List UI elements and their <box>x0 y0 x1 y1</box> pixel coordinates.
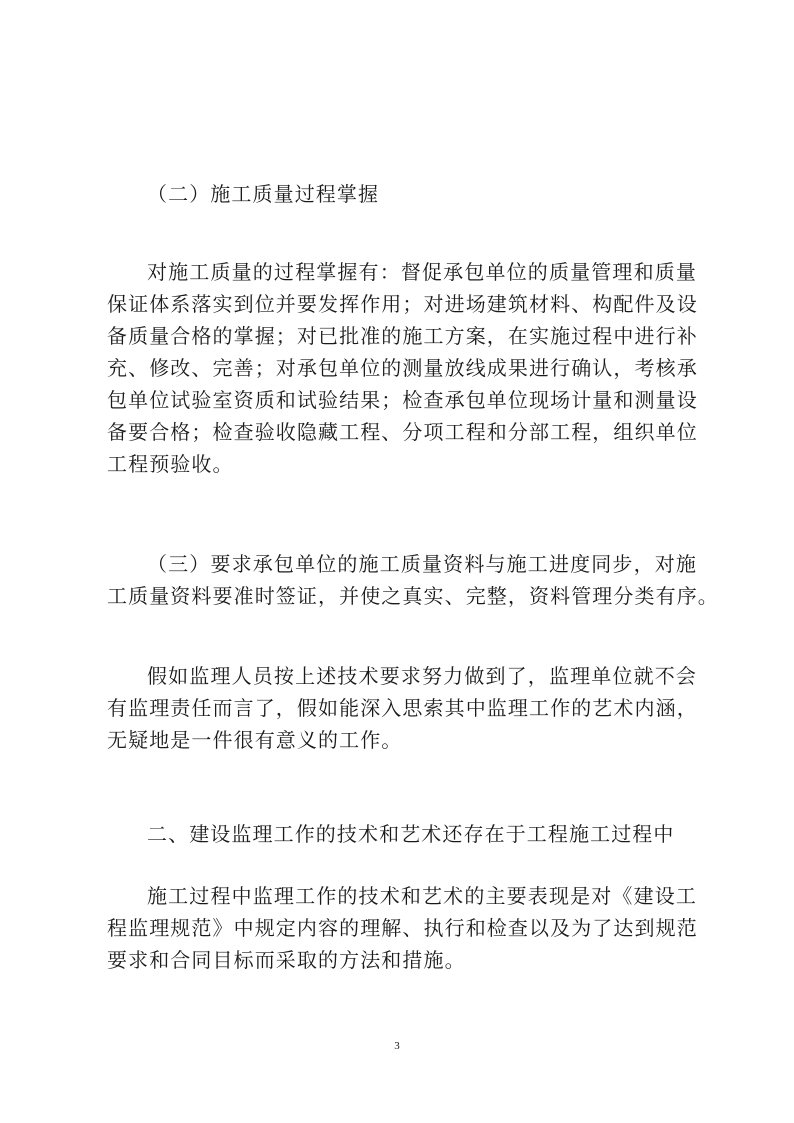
paragraph-line: 有监理责任而言了，假如能深入思索其中监理工作的艺术内涵， <box>107 696 698 720</box>
paragraph-line: 充、修改、完善；对承包单位的测量放线成果进行确认，考核承 <box>107 356 698 380</box>
paragraph-line: 保证体系落实到位并要发挥作用；对进场建筑材料、构配件及设 <box>107 292 698 316</box>
paragraph-line: （三）要求承包单位的施工质量资料与施工进度同步，对施 <box>147 552 697 576</box>
subheading-quality-process-control <box>107 178 697 210</box>
paragraph-line: 备要合格；检查验收隐藏工程、分项工程和分部工程，组织单位 <box>107 420 698 444</box>
paragraph-line: 工程预验收。 <box>107 452 234 476</box>
paragraph-line: 备质量合格的掌握；对已批准的施工方案，在实施过程中进行补 <box>107 324 698 348</box>
paragraph-construction-process <box>107 880 697 976</box>
subheading-text: （二）施工质量过程掌握 <box>147 182 380 206</box>
paragraph-line: 要求和合同目标而采取的方法和措施。 <box>107 948 466 972</box>
paragraph-line: 工质量资料要准时签证，并使之真实、完整，资料管理分类有序。 <box>107 584 719 608</box>
section-heading-construction-process <box>107 818 697 850</box>
paragraph-supervision-art <box>107 660 697 756</box>
page-number: 3 <box>394 1040 400 1052</box>
section-heading-text: 二、建设监理工作的技术和艺术还存在于工程施工过程中 <box>147 822 675 846</box>
paragraph-line: 程监理规范》中规定内容的理解、执行和检查以及为了达到规范 <box>107 916 698 940</box>
paragraph-quality-process-control <box>107 256 697 480</box>
paragraph-quality-records-sync <box>107 548 719 612</box>
paragraph-line: 对施工质量的过程掌握有：督促承包单位的质量管理和质量 <box>147 260 697 284</box>
paragraph-line: 施工过程中监理工作的技术和艺术的主要表现是对《建设工 <box>147 884 697 908</box>
paragraph-line: 无疑地是一件很有意义的工作。 <box>107 728 403 752</box>
paragraph-line: 包单位试验室资质和试验结果；检查承包单位现场计量和测量设 <box>107 388 698 412</box>
paragraph-line: 假如监理人员按上述技术要求努力做到了，监理单位就不会 <box>147 664 697 688</box>
